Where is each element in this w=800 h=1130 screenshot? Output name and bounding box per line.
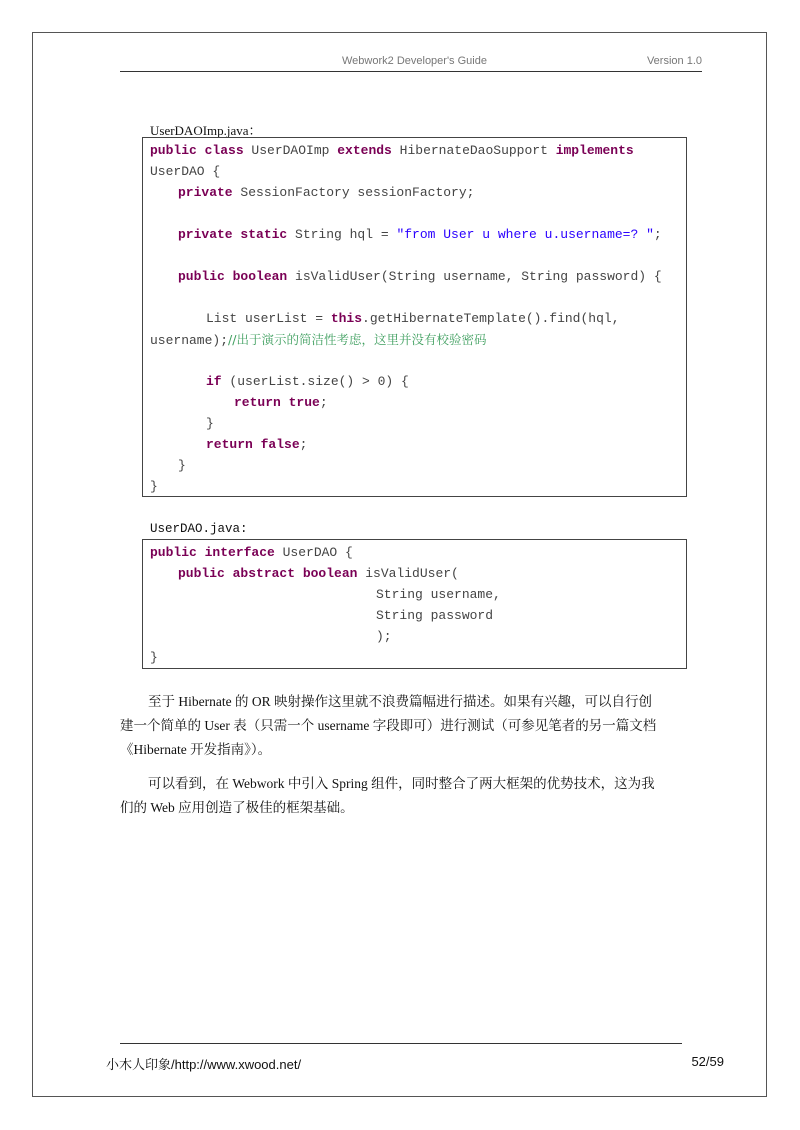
- code-line: UserDAO {: [150, 164, 221, 179]
- code-comment: //出于演示的简洁性考虑，这里并没有校验密码: [228, 332, 487, 347]
- code-line: }: [150, 479, 158, 494]
- footer-divider: [120, 1043, 682, 1044]
- code-line: }: [206, 416, 214, 431]
- body-paragraph: [120, 772, 680, 820]
- paragraph-line: 们的 Web 应用创造了极佳的框架基础。: [120, 800, 354, 815]
- code-label-userdaoimp: UserDAOImp.java：: [150, 123, 262, 138]
- code-line: private SessionFactory sessionFactory;: [178, 185, 475, 200]
- paragraph-line: 可以看到，在 Webwork 中引入 Spring 组件，同时整合了两大框架的优势技术，这为我: [148, 776, 655, 791]
- code-line: }: [178, 458, 186, 473]
- code-line: private static String hql = "from User u where u.username=? ";: [178, 227, 662, 242]
- page-number: 52/59: [691, 1054, 724, 1069]
- code-block-userdao: [142, 539, 687, 669]
- code-line: return true;: [234, 395, 328, 410]
- code-line: username);//出于演示的简洁性考虑，这里并没有校验密码: [150, 332, 487, 348]
- code-line: public class UserDAOImp extends HibernateDaoSupport implements: [150, 143, 634, 158]
- code-line: String username,: [376, 587, 501, 602]
- code-line: return false;: [206, 437, 308, 452]
- code-line: public interface UserDAO {: [150, 545, 353, 560]
- page-header: [120, 55, 702, 72]
- document-title: Webwork2 Developer's Guide: [342, 55, 487, 67]
- code-line: }: [150, 650, 158, 665]
- code-line: List userList = this.getHibernateTemplate().find(hql,: [206, 311, 620, 326]
- paragraph-line: 《Hibernate 开发指南》）。: [120, 742, 272, 757]
- code-line: public boolean isValidUser(String username, String password) {: [178, 269, 662, 284]
- code-line: String password: [376, 608, 494, 623]
- code-line: if (userList.size() > 0) {: [206, 374, 409, 389]
- body-paragraph: [120, 690, 680, 762]
- paragraph-line: 建一个简单的 User 表（只需一个 username 字段即可）进行测试（可参见笔者的另一篇文档: [120, 718, 657, 733]
- code-line: public abstract boolean isValidUser(: [178, 566, 459, 581]
- document-version: Version 1.0: [646, 55, 702, 67]
- code-line: );: [376, 629, 392, 644]
- footer-site-link[interactable]: 小木人印象/http://www.xwood.net/: [106, 1057, 302, 1072]
- code-label-userdao: UserDAO.java:: [150, 522, 248, 536]
- paragraph-line: 至于 Hibernate 的 OR 映射操作这里就不浪费篇幅进行描述。如果有兴趣，可以自行创: [148, 694, 652, 709]
- code-block-userdaoimp: [142, 137, 687, 497]
